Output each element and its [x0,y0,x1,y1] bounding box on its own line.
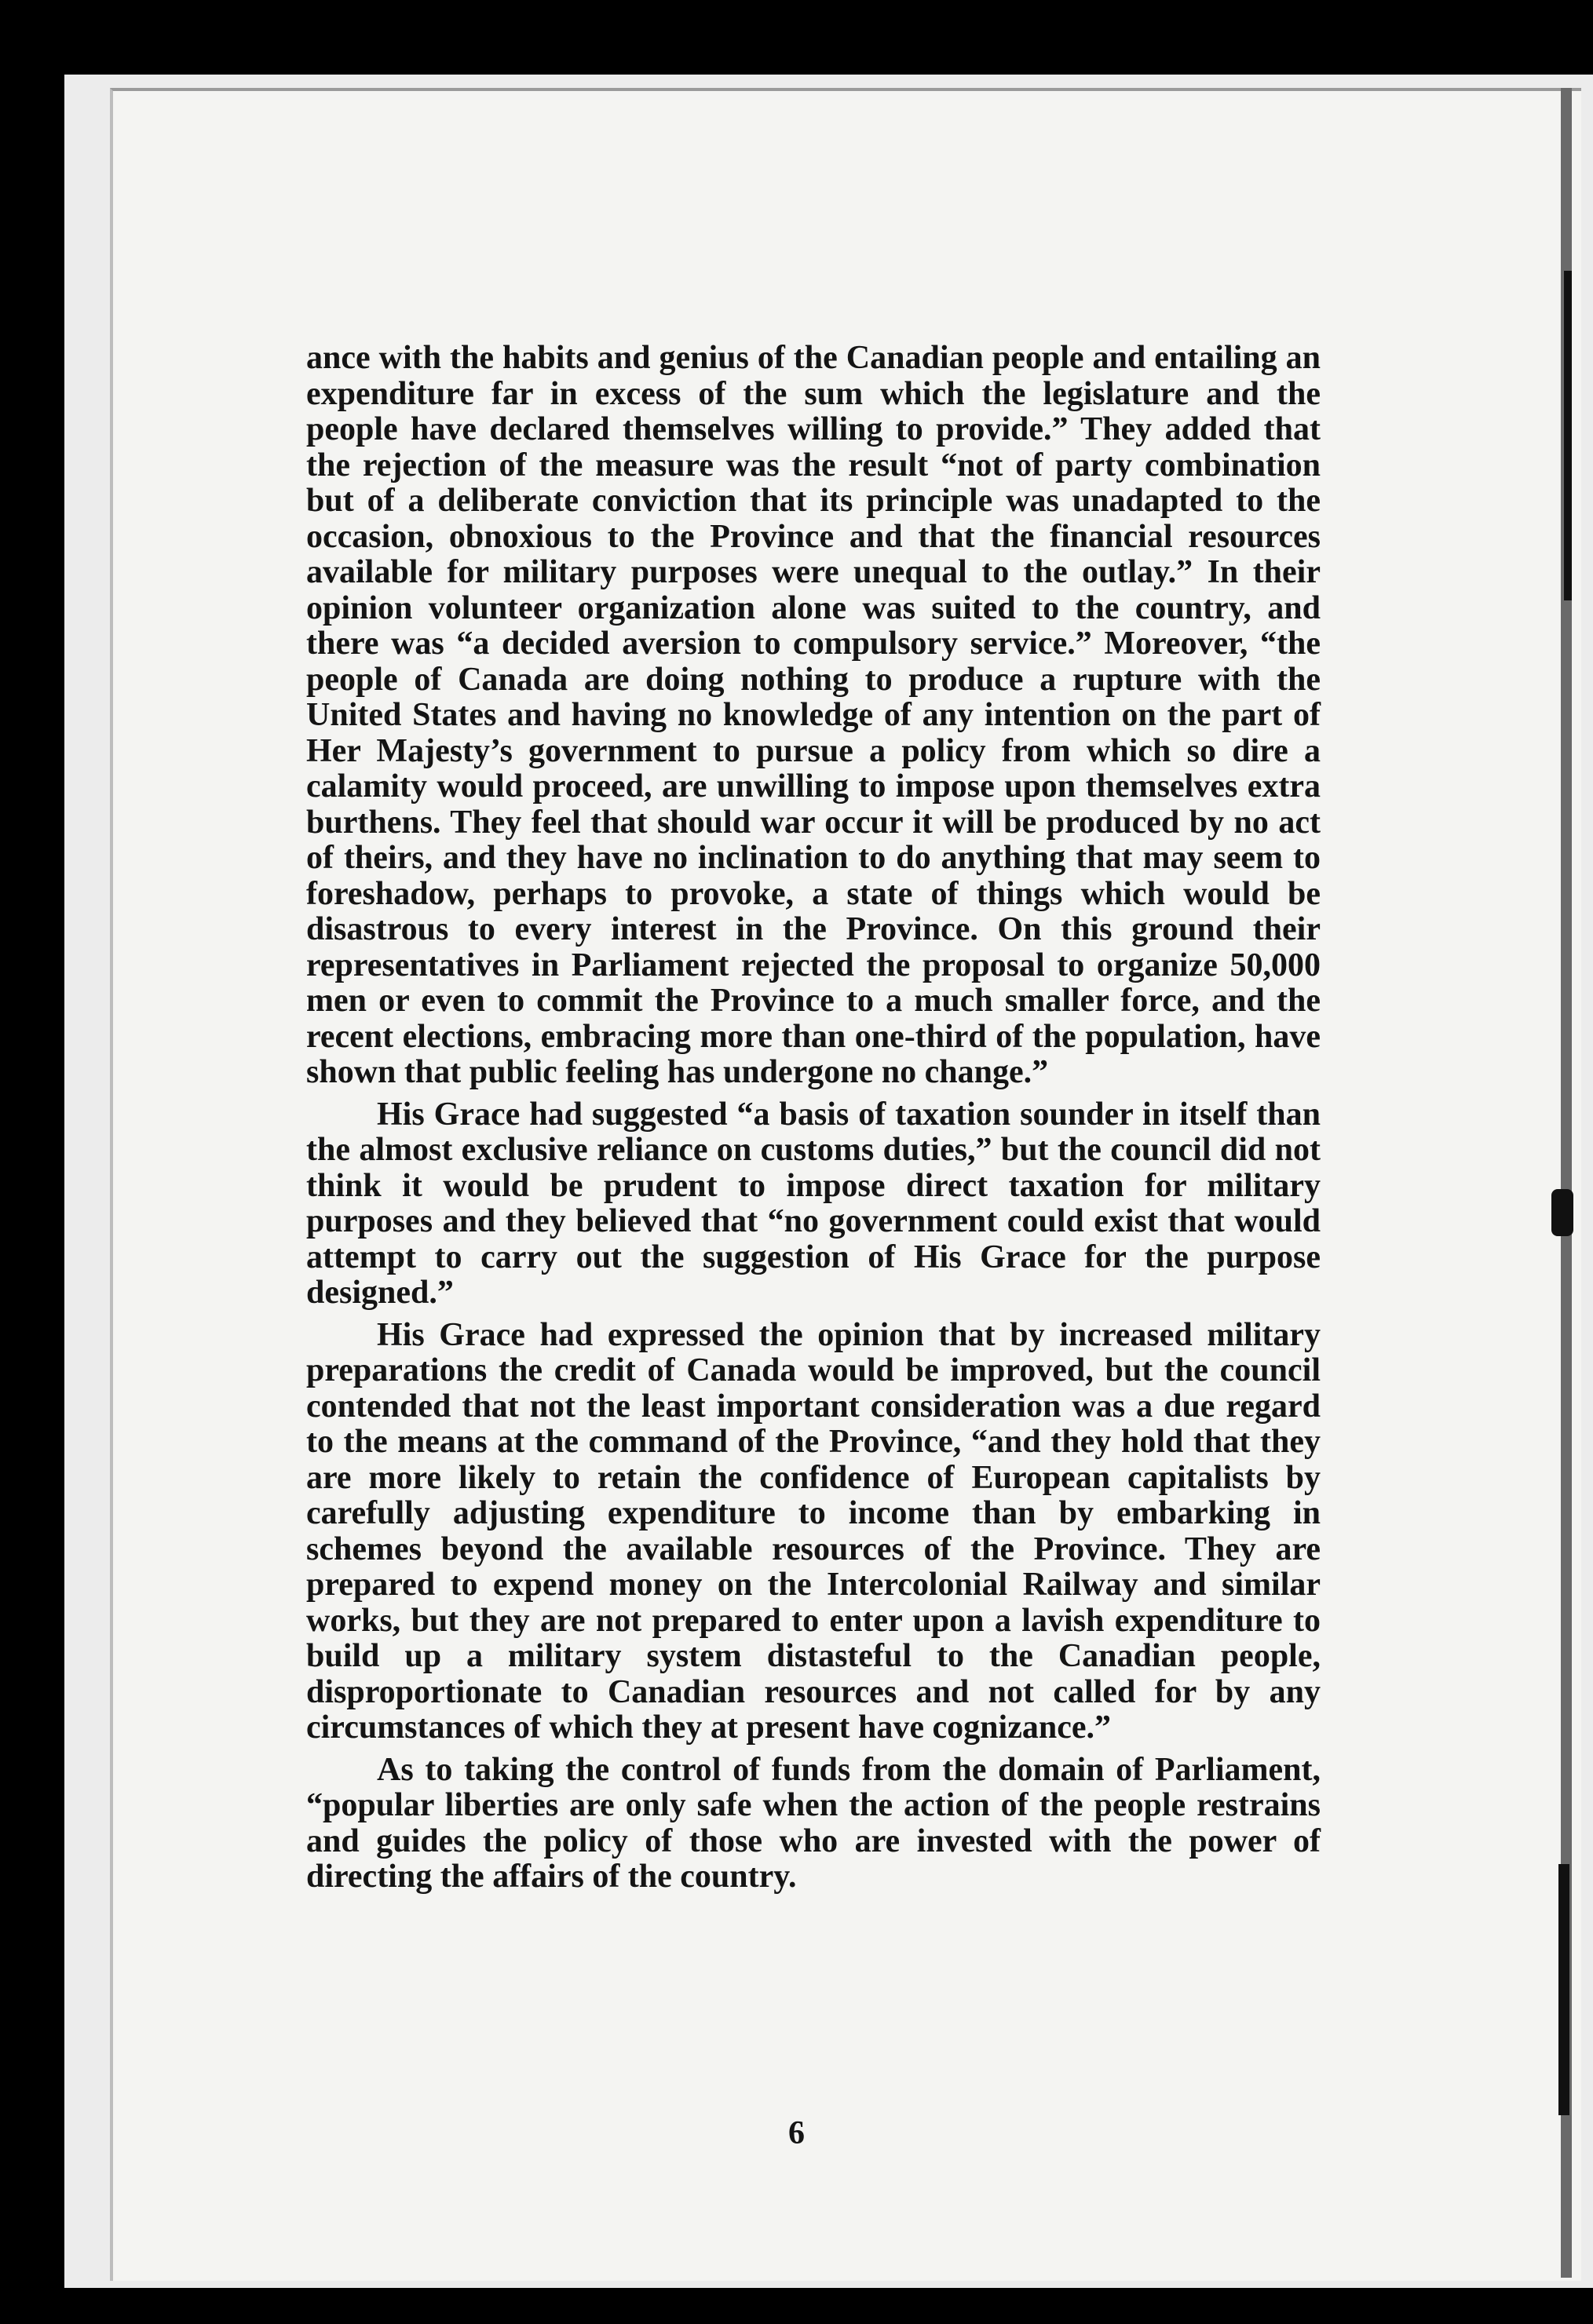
page-number: 6 [788,2115,805,2151]
paragraph-3: His Grace had expressed the opinion that by increased military preparations the credit of Canada would be improved, but the council contended that not the least important consideration was a due regard to the means at the command of the Province, “and they hold that they are more likely to retain the confidence of European capitalists by carefully adjusting expenditure to income than by embarking in schemes beyond the available resources of the Province. They are prepared to expend money on the Intercolonial Railway and similar works, but they are not prepared to enter upon a lavish expenditure to build up a military system distasteful to the Canadian people, disproportionate to Canadian resources and not called for by any circumstances of which they at present have cognizance.” [306,1316,1321,1746]
paragraph-2: His Grace had suggested “a basis of taxation sounder in itself than the almost exclusive reliance on customs duties,” but the council did not think it would be prudent to impose direct taxation for military purposes and they believed that “no government could exist that would attempt to carry out the suggestion of His Grace for the purpose designed.” [306,1096,1321,1311]
body-text [306,341,1321,1895]
paragraph-1: ance with the habits and genius of the Canadian people and entailing an expenditure far in excess of the sum which the legislature and the people have declared themselves willing to provide.” They added that the rejection of the measure was the result “not of party combination but of a deliberate conviction that its principle was unadapted to the occasion, obnoxious to the Province and that the financial resources available for military purposes were unequal to the outlay.” In their opinion volunteer organization alone was suited to the country, and there was “a decided aversion to compulsory service.” Moreover, “the people of Canada are doing nothing to produce a rupture with the United States and having no knowledge of any intention on the part of Her Majesty’s government to pursue a policy from which so dire a calamity would proceed, are unwilling to impose upon themselves extra burthens. They feel that should war occur it will be produced by no act of theirs, and they have no inclination to do anything that may seem to foreshadow, perhaps to provoke, a state of things which would be disastrous to every interest in the Province. On this ground their representatives in Parliament rejected the proposal to organize 50,000 men or even to commit the Province to a much smaller force, and the recent elections, embracing more than one-third of the population, have shown that public feeling has undergone no change.” [306,340,1321,1090]
binding-mark-top [1564,271,1572,600]
paragraph-4: As to taking the control of funds from the domain of Parliament, “popular liberties are only safe when the action of the people restrains and guides the policy of those who are invested with the power of directing the affairs of the country. [306,1751,1321,1895]
binding-mark-lower [1558,1864,1569,2115]
binding-mark-middle [1551,1189,1573,1236]
